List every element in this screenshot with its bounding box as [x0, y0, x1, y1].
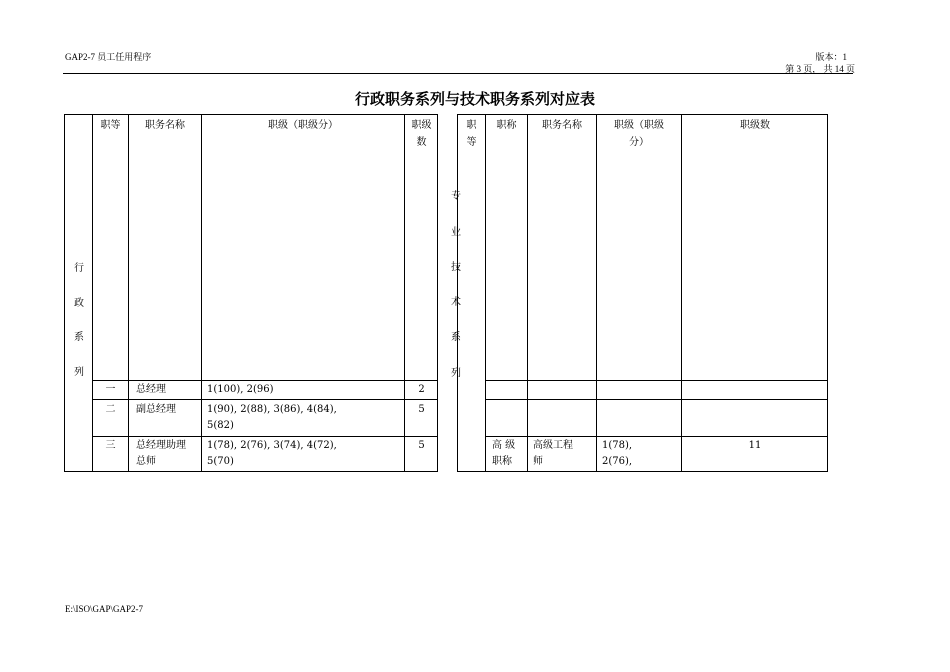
right-side-label-char: 术 — [451, 297, 461, 308]
right-side-label-char: 专 — [451, 191, 461, 202]
row-grade: 三 — [105, 440, 116, 451]
row-count: 5 — [418, 440, 425, 451]
header-level-count: 数 — [416, 137, 427, 148]
header-level: 分） — [629, 137, 649, 148]
row-level: 1(78), 2(76), 3(74), 4(72), — [207, 440, 337, 451]
row-title-cont: 总师 — [136, 456, 156, 467]
row-title: 副总经理 — [136, 404, 176, 415]
right-side-label-char: 技 — [451, 262, 461, 273]
header-grade: 职等 — [100, 120, 121, 131]
row-level: 1(90), 2(88), 3(86), 4(84), — [207, 404, 337, 415]
row-rank: 高 级 — [492, 440, 516, 451]
right-col-divider — [485, 115, 486, 471]
header-position-title: 职务名称 — [145, 120, 185, 131]
right-col-divider — [527, 115, 528, 471]
right-side-label-char: 列 — [451, 368, 461, 379]
version-label: 版本：1 — [815, 52, 847, 62]
left-side-label-char: 行 — [74, 263, 84, 274]
row-count: 11 — [748, 440, 762, 451]
header-level-count: 职级数 — [740, 120, 770, 131]
left-row-divider — [92, 399, 438, 400]
row-level-cont: 2(76), — [602, 456, 633, 467]
header-rank: 职称 — [496, 120, 517, 131]
header-level: 职级（职级分） — [268, 120, 338, 131]
left-side-label-char: 列 — [74, 367, 84, 378]
header-level-count: 职级 — [411, 120, 432, 131]
row-title: 总经理助理 — [136, 440, 186, 451]
row-grade: 一 — [105, 384, 116, 395]
row-title: 总经理 — [136, 384, 166, 395]
right-side-label-char: 业 — [451, 227, 461, 238]
left-col-divider — [128, 115, 129, 471]
row-count: 2 — [418, 384, 425, 395]
header-grade: 等 — [466, 137, 477, 148]
left-side-label-char: 系 — [74, 332, 84, 343]
header-position-title: 职务名称 — [542, 120, 582, 131]
row-level-cont: 5(82) — [207, 420, 234, 431]
left-col-divider — [201, 115, 202, 471]
file-path: E:\ISO\GAP\GAP2-7 — [65, 604, 144, 614]
row-title: 高级工程 — [533, 440, 573, 451]
right-row-divider — [485, 399, 828, 400]
right-row-divider — [485, 380, 828, 381]
left-table-border — [64, 114, 438, 472]
row-level-cont: 5(70) — [207, 456, 234, 467]
header-level: 职级（职级 — [614, 120, 664, 131]
page-title: 行政职务系列与技术职务系列对应表 — [354, 90, 595, 108]
left-side-label-char: 政 — [74, 298, 84, 309]
right-side-label-char: 系 — [451, 332, 461, 343]
row-count: 5 — [418, 404, 425, 415]
page-number: 第 3 页， 共 14 页 — [785, 64, 855, 74]
row-title-cont: 师 — [533, 456, 543, 467]
right-table-border — [457, 114, 828, 472]
header-grade: 职 — [466, 120, 477, 131]
right-col-divider — [681, 115, 682, 471]
row-grade: 二 — [105, 404, 116, 415]
header-divider — [63, 73, 853, 74]
row-rank-cont: 职称 — [492, 456, 512, 467]
right-col-divider — [596, 115, 597, 471]
document-code: GAP2-7 员工任用程序 — [65, 52, 152, 62]
row-level: 1(100), 2(96) — [207, 384, 274, 395]
row-level: 1(78), — [602, 440, 633, 451]
